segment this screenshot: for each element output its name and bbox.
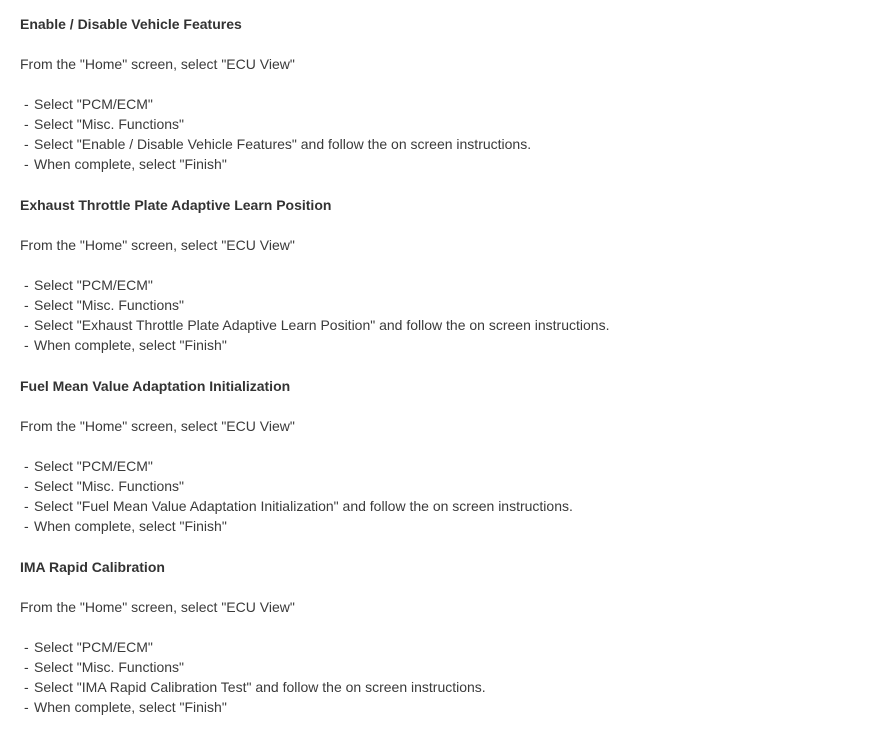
bullet-dash: - — [24, 498, 29, 514]
step-text: When complete, select "Finish" — [34, 518, 227, 534]
bullet-dash: - — [24, 277, 29, 293]
section-intro: From the "Home" screen, select "ECU View" — [20, 237, 295, 253]
section-intro: From the "Home" screen, select "ECU View" — [20, 599, 295, 615]
section-enable-disable-features — [20, 14, 870, 174]
step-text: When complete, select "Finish" — [34, 699, 227, 715]
bullet-dash: - — [24, 699, 29, 715]
step-list — [20, 637, 870, 717]
step-text: Select "PCM/ECM" — [34, 639, 153, 655]
list-item — [20, 315, 870, 335]
list-item — [20, 295, 870, 315]
section-title: Fuel Mean Value Adaptation Initialization — [20, 378, 291, 394]
step-text: Select "Misc. Functions" — [34, 659, 184, 675]
bullet-dash: - — [24, 96, 29, 112]
step-text: Select "Misc. Functions" — [34, 297, 184, 313]
section-title: IMA Rapid Calibration — [20, 559, 165, 575]
step-text: Select "Fuel Mean Value Adaptation Initialization" and follow the on screen instructions. — [34, 498, 573, 514]
list-item — [20, 114, 870, 134]
bullet-dash: - — [24, 156, 29, 172]
list-item — [20, 516, 870, 536]
bullet-dash: - — [24, 337, 29, 353]
step-text: Select "PCM/ECM" — [34, 458, 153, 474]
step-list — [20, 275, 870, 355]
bullet-dash: - — [24, 136, 29, 152]
step-text: Select "Exhaust Throttle Plate Adaptive Learn Position" and follow the on screen instructions. — [34, 317, 610, 333]
step-text: Select "Enable / Disable Vehicle Features" and follow the on screen instructions. — [34, 136, 532, 152]
section-exhaust-throttle-plate — [20, 195, 870, 355]
list-item — [20, 134, 870, 154]
bullet-dash: - — [24, 297, 29, 313]
step-list — [20, 456, 870, 536]
list-item — [20, 456, 870, 476]
list-item — [20, 275, 870, 295]
section-title: Enable / Disable Vehicle Features — [20, 16, 242, 32]
bullet-dash: - — [24, 518, 29, 534]
bullet-dash: - — [24, 317, 29, 333]
section-title: Exhaust Throttle Plate Adaptive Learn Position — [20, 197, 332, 213]
bullet-dash: - — [24, 639, 29, 655]
list-item — [20, 697, 870, 717]
list-item — [20, 94, 870, 114]
section-fuel-mean-value — [20, 376, 870, 536]
step-text: When complete, select "Finish" — [34, 337, 227, 353]
section-intro: From the "Home" screen, select "ECU View" — [20, 418, 295, 434]
list-item — [20, 496, 870, 516]
section-intro: From the "Home" screen, select "ECU View" — [20, 56, 295, 72]
step-list — [20, 94, 870, 174]
step-text: Select "IMA Rapid Calibration Test" and follow the on screen instructions. — [34, 679, 486, 695]
list-item — [20, 476, 870, 496]
bullet-dash: - — [24, 659, 29, 675]
bullet-dash: - — [24, 679, 29, 695]
list-item — [20, 657, 870, 677]
bullet-dash: - — [24, 116, 29, 132]
bullet-dash: - — [24, 478, 29, 494]
step-text: Select "Misc. Functions" — [34, 116, 184, 132]
section-ima-rapid-calibration — [20, 557, 870, 717]
list-item — [20, 637, 870, 657]
list-item — [20, 677, 870, 697]
bullet-dash: - — [24, 458, 29, 474]
step-text: Select "PCM/ECM" — [34, 96, 153, 112]
step-text: Select "Misc. Functions" — [34, 478, 184, 494]
list-item — [20, 154, 870, 174]
step-text: When complete, select "Finish" — [34, 156, 227, 172]
step-text: Select "PCM/ECM" — [34, 277, 153, 293]
list-item — [20, 335, 870, 355]
